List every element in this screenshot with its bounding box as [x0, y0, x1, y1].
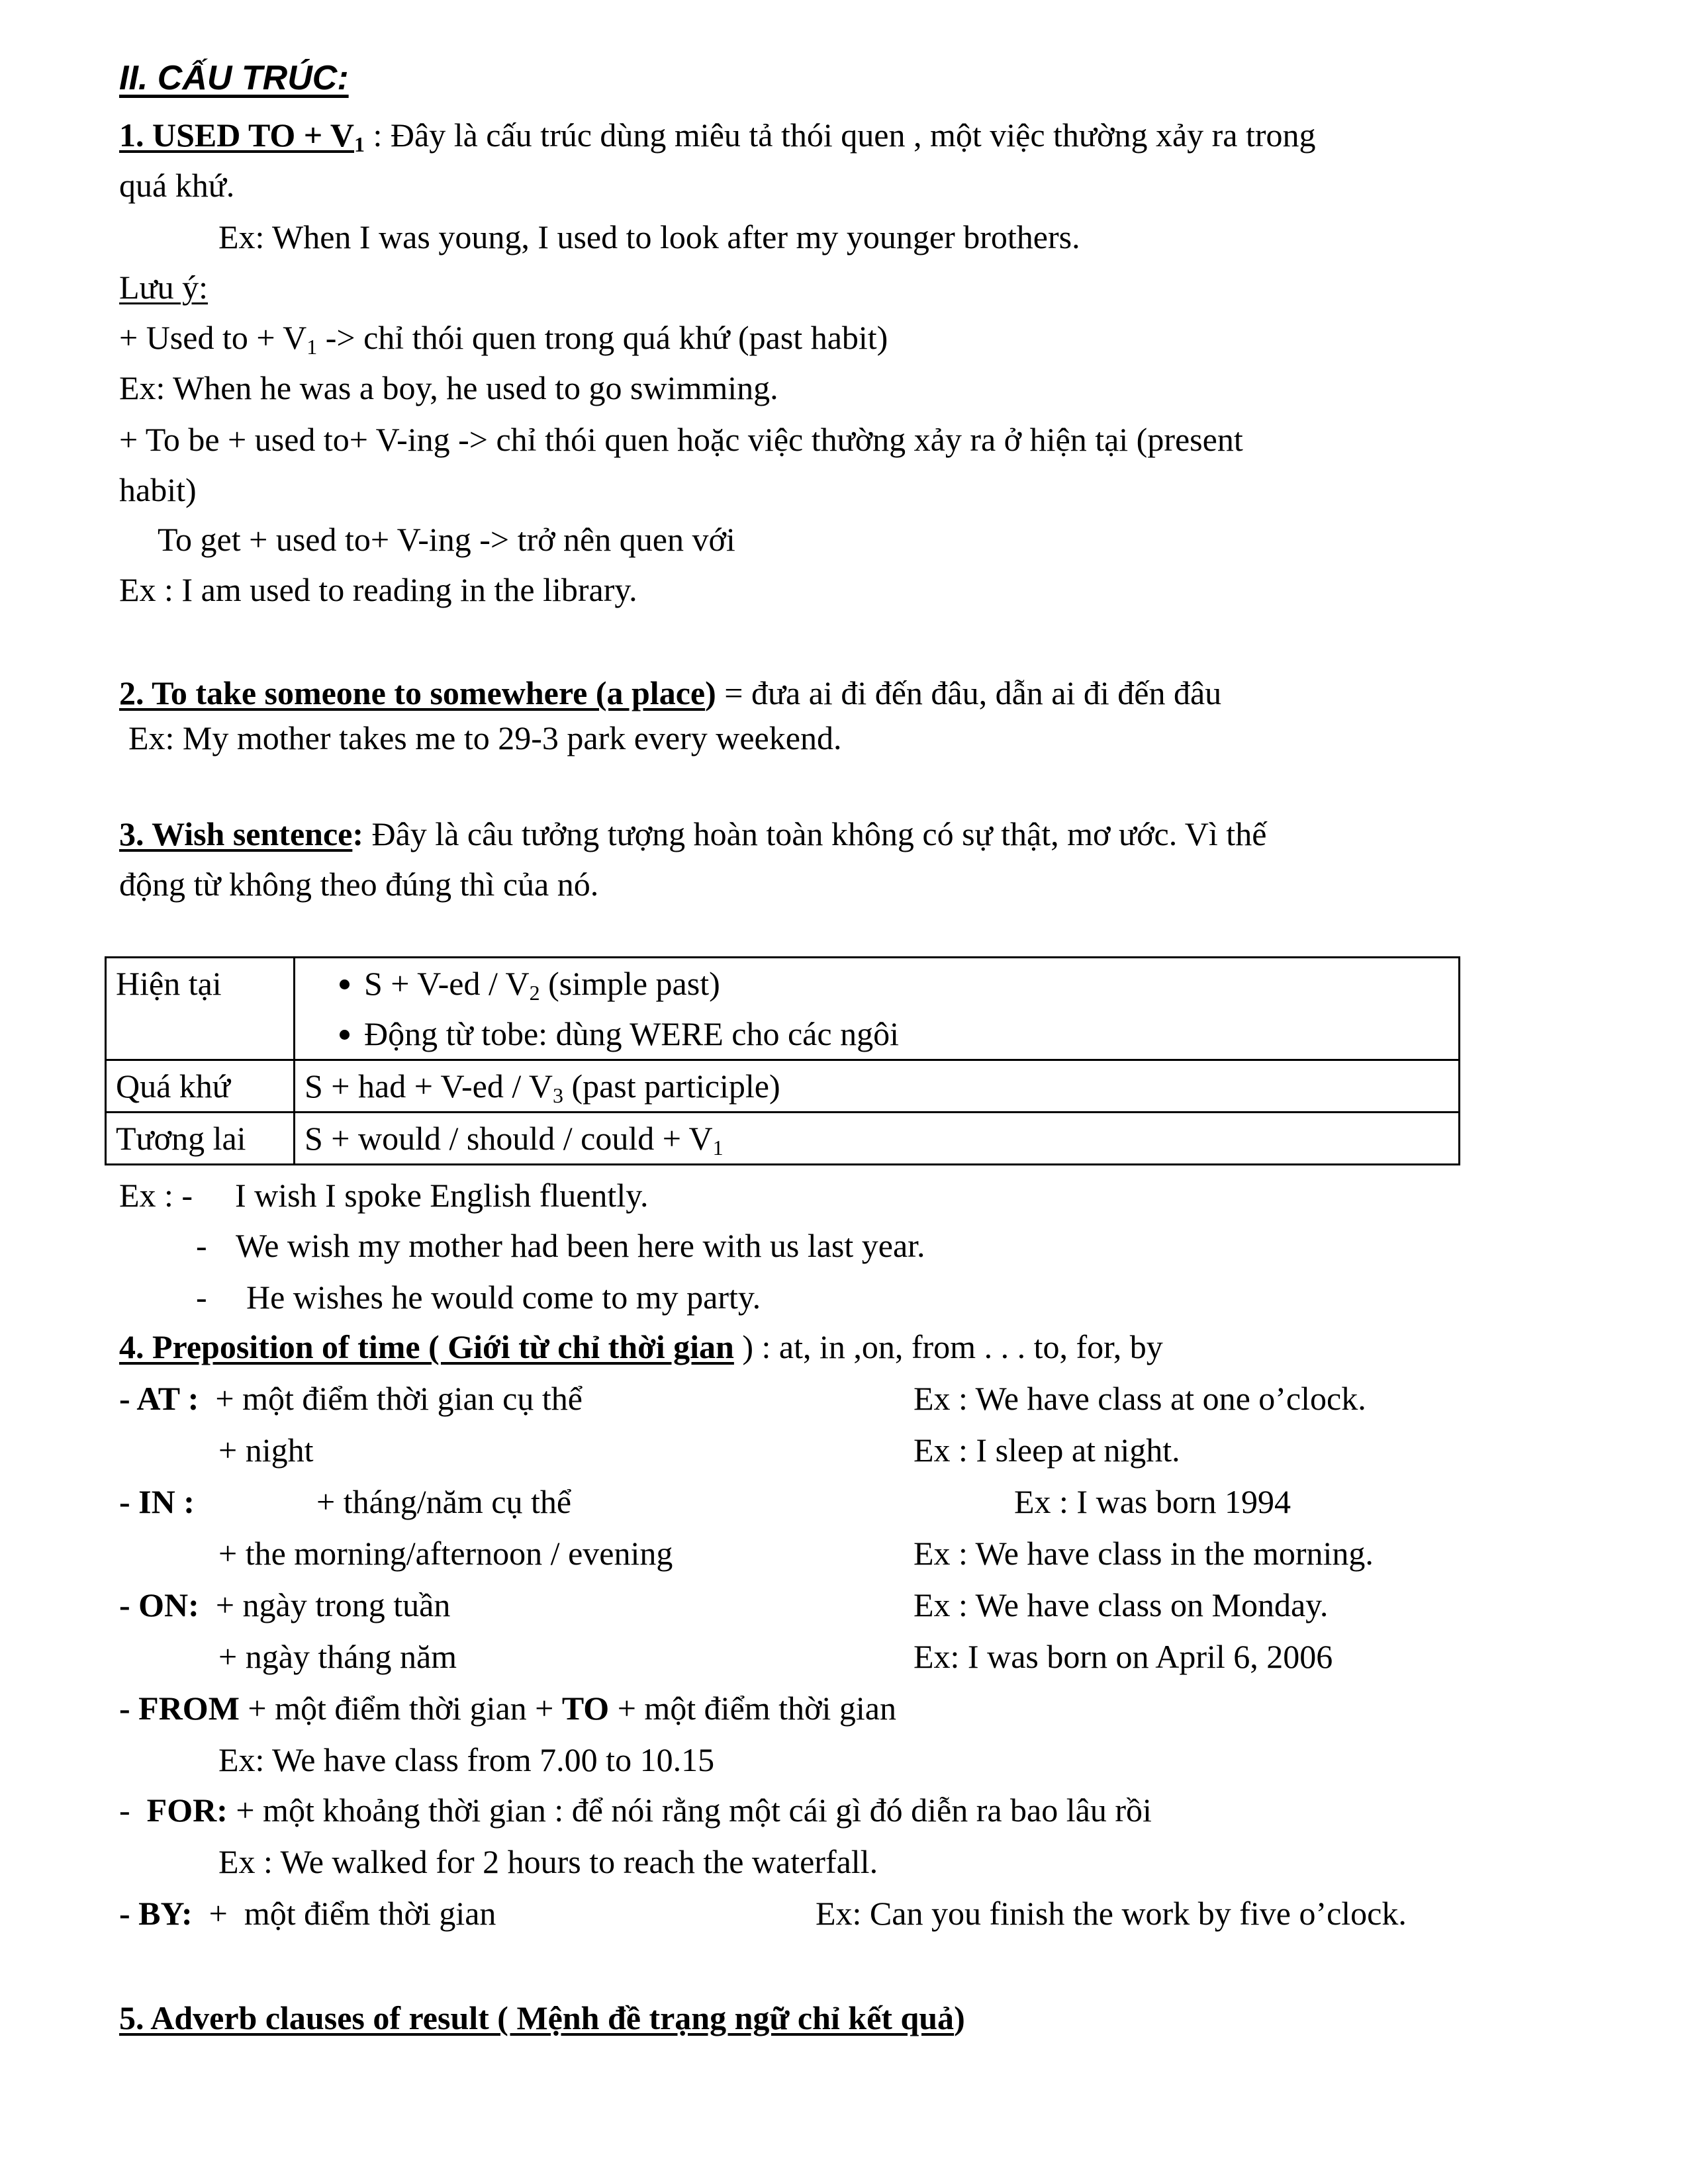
for-label: FOR:	[146, 1792, 228, 1829]
structure-text: Động từ tobe: dùng WERE cho các ngôi	[364, 1015, 899, 1052]
rule-text: + một điểm thời gian	[209, 1895, 496, 1932]
s1-heading-line	[119, 115, 1316, 155]
structure-text: S + V-ed / V	[364, 965, 530, 1002]
in-example-1: Ex : I was born 1994	[1014, 1483, 1291, 1520]
s4-heading-tail: ) : at, in ,on, from . . . to, for, by	[733, 1328, 1163, 1365]
on-label: - ON:	[119, 1586, 199, 1623]
structure-cell	[295, 1060, 1460, 1113]
dash: -	[196, 1227, 207, 1264]
s3-description: Đây là câu tưởng tượng hoàn toàn không có sự thật, mơ ước. Vì thế	[363, 815, 1267, 852]
s1-note1-example: Ex: When he was a boy, he used to go swimming.	[119, 369, 778, 406]
structure-text: S + would / should / could + V	[305, 1120, 713, 1157]
rule-text: + một điểm thời gian	[609, 1690, 896, 1727]
at-label: - AT :	[119, 1380, 199, 1417]
s1-note2: + To be + used to+ V-ing -> chỉ thói quen hoặc việc thường xảy ra ở hiện tại (present	[119, 421, 1243, 458]
section-title: II. CẤU TRÚC:	[119, 59, 349, 97]
rule-text: + một điểm thời gian cụ thể	[215, 1380, 583, 1417]
s2-meaning: = đưa ai đi đến đâu, dẫn ai đi đến đâu	[716, 674, 1222, 711]
subscript: 3	[552, 1083, 563, 1107]
in-rule-2: + the morning/afternoon / evening	[218, 1535, 673, 1572]
subscript: 2	[529, 981, 540, 1005]
table-row	[106, 1113, 1460, 1165]
structure-cell	[295, 1113, 1460, 1165]
on-example-2: Ex: I was born on April 6, 2006	[914, 1638, 1333, 1675]
in-rule-1: + tháng/năm cụ thể	[316, 1483, 572, 1520]
s1-heading	[119, 116, 365, 154]
by-label: - BY:	[119, 1895, 193, 1932]
example-text: I wish I spoke English fluently.	[235, 1177, 649, 1214]
on-rule-2: + ngày tháng năm	[218, 1638, 457, 1675]
at-example-2: Ex : I sleep at night.	[914, 1432, 1180, 1469]
s3-heading: 3. Wish sentence	[119, 815, 353, 852]
subscript: 1	[354, 132, 365, 156]
on-rule-1	[119, 1585, 450, 1625]
s1-description: : Đây là cấu trúc dùng miêu tả thói quen , một việc thường xảy ra trong	[365, 116, 1316, 154]
tense-cell: Quá khứ	[106, 1060, 295, 1113]
s3-example-1	[119, 1175, 648, 1215]
note1-text: + Used to + V	[119, 319, 307, 356]
s1-heading-text: 1. USED TO + V	[119, 116, 355, 154]
table-row	[106, 1060, 1460, 1113]
s1-note3-example: Ex : I am used to reading in the library.	[119, 571, 637, 608]
s3-example-3	[196, 1277, 761, 1317]
for-rule	[119, 1790, 1152, 1830]
note1-text-post: -> chỉ thói quen trong quá khứ (past habit)	[317, 319, 888, 356]
s1-note-label: Lưu ý:	[119, 269, 209, 306]
structure-text-post: (past participle)	[563, 1068, 780, 1105]
rule-text: + một điểm thời gian +	[239, 1690, 562, 1727]
s2-heading-close: )	[705, 674, 716, 711]
s1-note3: To get + used to+ V-ing -> trở nên quen với	[158, 521, 735, 558]
structure-list	[305, 958, 1449, 1059]
s1-note1	[119, 318, 888, 357]
s3-example-2	[196, 1226, 925, 1265]
tense-cell: Tương lai	[106, 1113, 295, 1165]
in-example-2: Ex : We have class in the morning.	[914, 1535, 1374, 1572]
wish-structure-table	[105, 956, 1460, 1165]
in-label: - IN :	[119, 1483, 195, 1520]
on-example-1: Ex : We have class on Monday.	[914, 1586, 1329, 1623]
subscript: 1	[306, 335, 318, 359]
to-label: TO	[561, 1690, 610, 1727]
by-example: Ex: Can you finish the work by five o’clock.	[816, 1895, 1407, 1932]
s4-heading: 4. Preposition of time ( Giới từ chỉ thời gian	[119, 1328, 734, 1365]
from-to-example: Ex: We have class from 7.00 to 10.15	[218, 1741, 715, 1778]
structure-text: S + had + V-ed / V	[305, 1068, 553, 1105]
at-rule-2: + night	[218, 1432, 314, 1469]
list-item	[364, 958, 1449, 1009]
example-text: We wish my mother had been here with us last year.	[236, 1227, 925, 1264]
list-item	[364, 1009, 1449, 1059]
s3-heading-colon: :	[352, 815, 363, 852]
dash: -	[119, 1690, 139, 1727]
s2-heading-line	[119, 673, 1221, 713]
tense-cell: Hiện tại	[106, 958, 295, 1060]
s2-heading: 2. To take someone to somewhere (a place	[119, 674, 706, 711]
s5-heading-close: )	[954, 1999, 965, 2036]
s1-example: Ex: When I was young, I used to look after my younger brothers.	[218, 218, 1080, 255]
s4-heading-line	[119, 1327, 1163, 1367]
s1-description-cont: quá khứ.	[119, 167, 235, 204]
structure-text-post: (simple past)	[539, 965, 720, 1002]
rule-text: + ngày trong tuần	[215, 1586, 451, 1623]
table-row	[106, 958, 1460, 1060]
from-to-rule	[119, 1688, 896, 1728]
dash: -	[196, 1279, 207, 1316]
s5-heading: 5. Adverb clauses of result ( Mệnh đề trạng ngữ chỉ kết quả	[119, 1999, 955, 2036]
from-label: FROM	[138, 1690, 240, 1727]
structure-cell	[295, 958, 1460, 1060]
by-rule	[119, 1893, 496, 1933]
subscript: 1	[712, 1136, 724, 1160]
example-label: Ex : -	[119, 1177, 193, 1214]
for-example: Ex : We walked for 2 hours to reach the waterfall.	[218, 1843, 878, 1880]
s3-description-cont: động từ không theo đúng thì của nó.	[119, 866, 599, 903]
at-example-1: Ex : We have class at one o’clock.	[914, 1380, 1366, 1417]
dash: -	[119, 1792, 147, 1829]
s3-heading-line	[119, 814, 1266, 854]
example-text: He wishes he would come to my party.	[246, 1279, 761, 1316]
s2-example: Ex: My mother takes me to 29-3 park every weekend.	[128, 719, 842, 756]
s5-heading-line	[119, 1998, 965, 2038]
rule-text: + một khoảng thời gian : để nói rằng một cái gì đó diễn ra bao lâu rồi	[227, 1792, 1152, 1829]
at-rule-1	[119, 1379, 583, 1418]
s1-note2-cont: habit)	[119, 471, 197, 508]
